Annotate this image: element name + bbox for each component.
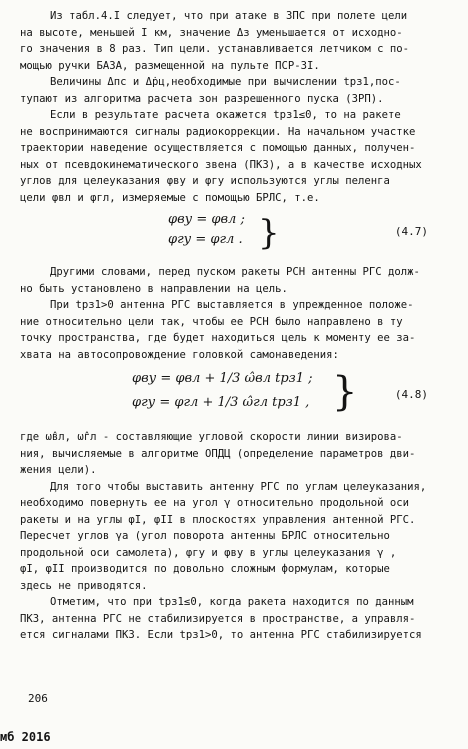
corner-mark: мб 2016 — [0, 730, 51, 744]
equation-4-7 — [20, 212, 456, 256]
equation-number: (4.8) — [394, 388, 428, 401]
paragraph-8: Отметим, что при tрз1≤0, когда ракета находится по данным ПКЗ, антенна РГС не стабилизируется в пространстве, а управля- ется сигналами ПКЗ. Если tрз1>0, то антенна РГС стабилизируется — [20, 596, 422, 641]
paragraph-2: Величины Δпс и Δ̇рц,необходимые при вычислении tрз1,пос- тупают из алгоритма расчета зон разрешенного пуска (ЗРП). — [20, 76, 401, 105]
right-brace: } — [258, 213, 280, 253]
right-brace: } — [332, 369, 358, 415]
paragraph-4: Другими словами, перед пуском ракеты РСН антенны РГС долж- но быть установлено в направлении на цель. — [20, 266, 420, 295]
paragraph-3: Если в результате расчета окажется tрз1≤0, то на ракете не воспринимаются сигналы радиокоррекции. На начальном участке траектории наведение осуществляется с помощью данных, получен- ных от псевдокинематического звена (ПКЗ), а в качестве исходных углов для целеуказания φву и φгу используются углы пеленга цели φвл и φгл, измеряемые с помощью БРЛС, т.е. — [20, 109, 422, 204]
equation-4-7-line-2: φгу = φгл . — [168, 232, 243, 247]
equation-4-8-line-1: φву = φвл + 1/3 ω̂вл tрз1 ; — [132, 371, 313, 386]
equation-4-8-line-2: φгу = φгл + 1/3 ω̂гл tрз1 , — [132, 395, 310, 410]
paragraph-5: При tрз1>0 антенна РГС выставляется в упрежденное положе- ние относительно цели так, чтобы ее РСН было направлено в ту точку пространства, где будет находиться цель к моменту ее за- хвата на автосопровождение головкой самонаведения: — [20, 299, 416, 361]
equation-4-8 — [20, 369, 456, 421]
paragraph-1: Из табл.4.I следует, что при атаке в ЗПС при полете цели на высоте, меньшей I км, значение Δз уменьшается от исходно- го значения в 8 раз. Тип цели. устанавливается летчиком с по- мощью ручки БАЗА, размещенной на пульте ПСР-3I. — [20, 10, 410, 72]
paragraph-7: Для того чтобы выставить антенну РГС по углам целеуказания, необходимо повернуть ее на угол γ относительно продольной оси ракеты и на углы φI, φII в плоскостях управления антенной РГС. Пересчет углов γа (угол поворота антенны БРЛС относительно продольной оси самолета), φгу и φву в углы целеуказания γ , φI, φII производится по довольно сложным формулам, которые здесь не приводятся. — [20, 480, 427, 592]
equation-4-7-line-1: φву = φвл ; — [168, 212, 245, 227]
document-page — [20, 8, 456, 644]
equation-number: (4.7) — [394, 225, 428, 238]
page-number: 206 — [28, 692, 48, 705]
paragraph-6: где ω̂вл, ω̂гл - составляющие угловой скорости линии визирова- ния, вычисляемые в алгоритме ОПДЦ (определение параметров дви- жения цели). — [20, 431, 416, 476]
